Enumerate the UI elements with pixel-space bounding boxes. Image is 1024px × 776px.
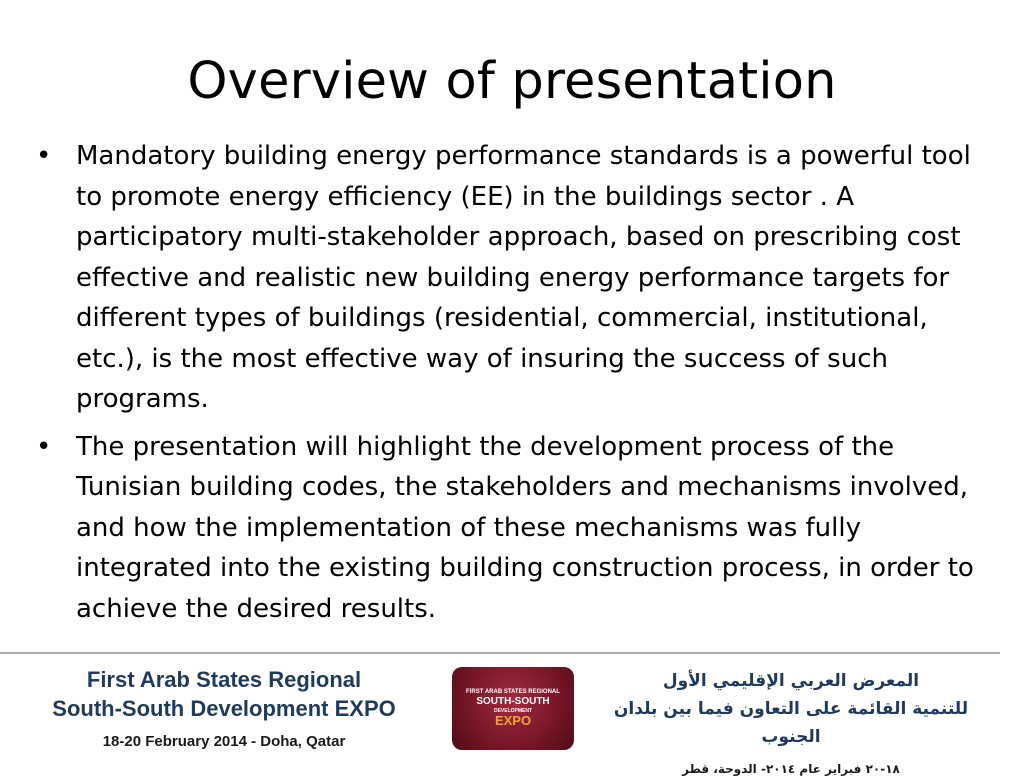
footer-ar-line1: المعرض العربي الإقليمي الأول [662,671,920,691]
logo-line2: SOUTH-SOUTH [476,696,550,707]
bullet-item [30,136,990,420]
logo-line4: EXPO [494,713,532,728]
footer-en-line1: First Arab States Regional [86,667,362,692]
bullet-dot-icon: • [36,141,52,171]
bullet-list [30,136,990,636]
footer-en-line2: South-South Development EXPO [52,696,396,721]
footer-divider [0,652,1000,654]
footer-english [20,665,428,750]
footer-arabic [584,667,998,776]
expo-logo [452,667,574,750]
footer-en-date: 18-20 February 2014 - Doha, Qatar [102,733,346,750]
footer-ar-line2: للتنمية القائمة على التعاون فيما بين بلدان الجنوب [613,699,969,747]
logo-line1: FIRST ARAB STATES REGIONAL [466,689,560,695]
bullet-dot-icon: • [36,431,52,462]
bullet-text: Mandatory building energy performance standards is a powerful tool to promote energy efficiency (EE) in the buildings sector . A participatory multi-stakeholder approach, based on prescribing cost effective and realistic new building energy performance targets for different types of buildings (residential, commercial, institutional, etc.), is the most effective way of insuring the success of such programs. [76,141,971,414]
bullet-text: The presentation will highlight the development process of the Tunisian building codes, the stakeholders and mechanisms involved, and how the implementation of these mechanisms was fully integrated into the existing building construction process, in order to achieve the desired results. [76,431,974,624]
page-title: Overview of presentation [187,52,837,111]
footer-ar-date: ١٨-٢٠ فبراير عام ٢٠١٤- الدوحة، قطر [682,762,900,776]
bullet-item [30,427,990,630]
logo-line3: DEVELOPMENT [493,708,533,714]
